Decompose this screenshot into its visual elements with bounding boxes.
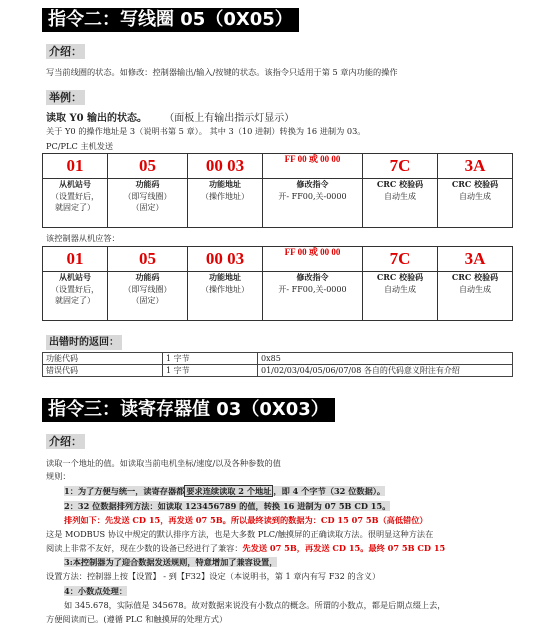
error-return-table (42, 352, 513, 377)
table-row (43, 365, 513, 377)
intro-text: 读取一个地址的值。如读取当前电机坐标/速度/以及各种参数的值 (46, 458, 281, 468)
error-field: 错误代码 (43, 365, 163, 377)
slave-id-value: 01 (43, 247, 108, 272)
slave-label: 该控制器从机应答： (46, 233, 120, 243)
error-size: 1 字节 (163, 353, 258, 365)
section-title-write-coil: 指令二：写线圈 05（0X05） (42, 8, 299, 32)
slave-id-value: 01 (43, 154, 108, 179)
function-code-desc: 功能码 （即写线圈） （固定） (108, 179, 188, 228)
rule-2-explain: 这是 MODBUS 协议中规定的默认排序方法，也是大多数 PLC/触摸屏的正确读取方法。很明显这种方法在 (46, 529, 434, 539)
function-code-value: 05 (108, 154, 188, 179)
section-title-read-register: 指令三：读寄存器值 03（0X03） (42, 398, 335, 422)
rule-3: 3:本控制器为了迎合数据发送规则，特意增加了兼容设置， (64, 557, 278, 567)
intro-text: 写当前线圈的状态。如修改：控制器输出/输入/按键的状态。该指令只适用于第 5 章内功能的操作 (46, 67, 398, 77)
modify-command-desc: 修改指令 开- FF00,关-0000 (263, 272, 363, 321)
rule-2: 2：32 位数据排列方法：如读取 123456789 的值，转换 16 进制为 07 5B CD 15。 (64, 501, 391, 511)
error-size: 1 字节 (163, 365, 258, 377)
slave-id-desc: 从机站号 （设置好后， 就固定了） (43, 272, 108, 321)
example-label: 举例： (46, 90, 85, 105)
modify-command-value: FF 00 或 00 00 (263, 247, 363, 272)
example-heading: 读取 Y0 输出的状态。 (46, 113, 148, 124)
crc-high-desc: CRC 校验码 自动生成 (438, 179, 513, 228)
example-heading-line (46, 113, 294, 124)
function-address-desc: 功能地址 （操作地址） (188, 179, 263, 228)
crc-high-desc: CRC 校验码 自动生成 (438, 272, 513, 321)
intro-label: 介绍： (46, 434, 85, 449)
rule-3-setting: 设置方法：控制器上按【设置】 - 到【F32】设定（本说明书，第 1 章内有写 F32 的含义） (46, 571, 381, 581)
address-line: 关于 Y0 的操作地址是 3（说明书第 5 章）。 其中 3（10 进制）转换为 16 进制为 03。 (46, 126, 366, 136)
rule-1-highlight: 要求连续读取 2 个地址 (186, 486, 272, 496)
function-address-desc: 功能地址 （操作地址） (188, 272, 263, 321)
rule-4-text-2: 方便阅读而已。(遵循 PLC 和触摸屏的处理方式） (46, 614, 228, 624)
function-address-value: 00 03 (188, 247, 263, 272)
rule-4-text-1: 如 345.678，实际值是 345678。故对数据来说没有小数点的概念。所谓的小数点，都是后期点缀上去， (64, 600, 446, 610)
crc-high-value: 3A (438, 154, 513, 179)
example-note: （面板上有输出指示灯显示） (164, 113, 295, 124)
crc-low-desc: CRC 校验码 自动生成 (363, 179, 438, 228)
crc-low-desc: CRC 校验码 自动生成 (363, 272, 438, 321)
function-code-value: 05 (108, 247, 188, 272)
error-value: 0x85 (258, 353, 513, 365)
rule-4: 4：小数点处理： (64, 586, 128, 596)
rule-1: 1：为了方便与统一，读寄存器都 要求连续读取 2 个地址 ，即 4 个字节（32 位数据）。 (64, 486, 386, 496)
modify-command-desc: 修改指令 开- FF00,关-0000 (263, 179, 363, 228)
error-value: 01/02/03/04/05/06/07/08 各自的代码意义附注有介绍 (258, 365, 513, 377)
crc-high-value: 3A (438, 247, 513, 272)
master-label: PC/PLC 主机发送 (46, 141, 114, 151)
slave-id-desc: 从机站号 （设置好后， 就固定了） (43, 179, 108, 228)
rule-2-order: 排列如下：先发送 CD 15，再发送 07 5B。所以最终读到的数据为：CD 15 07 5B（高低错位） (64, 515, 428, 525)
rule-2-compat: 阅读上非常不友好，现在少数的设备已经进行了兼容：先发送 07 5B，再发送 CD 15。最终 07 5B CD 15 (46, 543, 446, 553)
crc-low-value: 7C (363, 154, 438, 179)
table-row (43, 353, 513, 365)
function-code-desc: 功能码 （即写线圈） （固定） (108, 272, 188, 321)
crc-low-value: 7C (363, 247, 438, 272)
function-address-value: 00 03 (188, 154, 263, 179)
modify-command-value: FF 00 或 00 00 (263, 154, 363, 179)
master-command-table (42, 153, 513, 228)
error-label: 出错时的返回： (46, 335, 122, 350)
rules-label: 规则： (46, 471, 71, 481)
error-field: 功能代码 (43, 353, 163, 365)
intro-label: 介绍： (46, 44, 85, 59)
slave-reply-table (42, 246, 513, 321)
